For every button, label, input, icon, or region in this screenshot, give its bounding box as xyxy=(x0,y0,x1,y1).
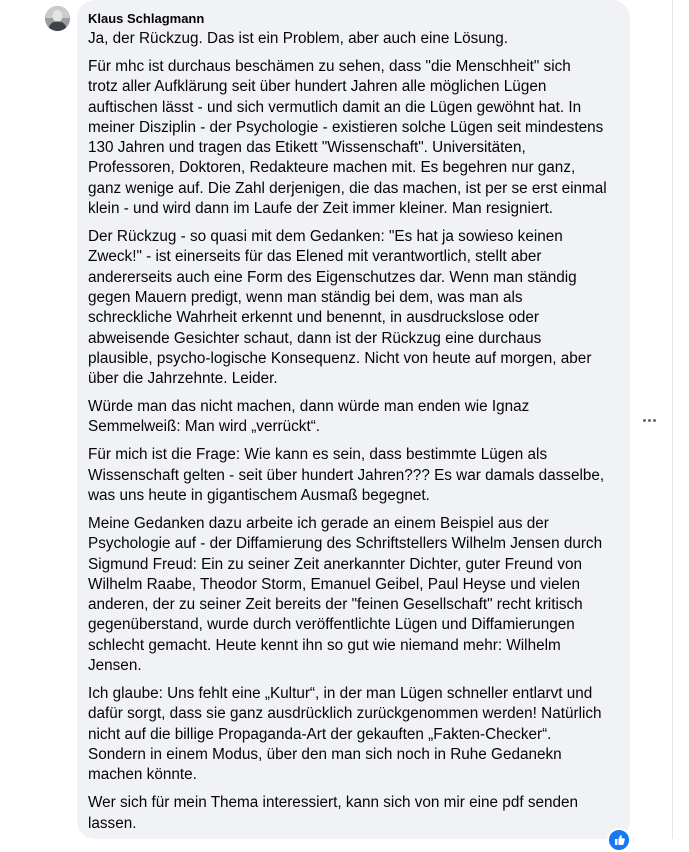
avatar[interactable] xyxy=(45,6,70,31)
text-line: Sigmund Freud: Ein zu seiner Zeit anerkannter Dichter, guter Freund von xyxy=(88,555,583,573)
text-line: Jensen. xyxy=(88,657,142,675)
more-dot xyxy=(648,419,651,422)
comment-paragraph xyxy=(88,227,620,389)
comment-paragraph xyxy=(88,514,620,676)
more-horizontal-icon xyxy=(643,419,646,422)
text-line: dafür sorgt, dass sie ganz ausdrücklich zurückgenommen werden! Natürlich xyxy=(88,705,602,723)
reaction-badge[interactable] xyxy=(607,828,631,852)
text-line: Ich glaube: Uns fehlt eine „Kultur“, in der man Lügen schneller entlarvt und xyxy=(88,685,593,703)
comment-paragraph xyxy=(88,29,620,49)
text-line: Wissenschaft gelten - seit über hundert Jahren??? Es war damals dasselbe, xyxy=(88,466,605,484)
text-line: anderen, der zu seiner Zeit bereits der "feinen Gesellschaft" recht kritisch xyxy=(88,596,583,614)
comment-bubble xyxy=(77,0,630,839)
text-line: Psychologie auf - der Diffamierung des Schriftstellers Wilhelm Jensen durch xyxy=(88,535,603,553)
text-line: plausible, psycho-logische Konsequenz. Nicht von heute auf morgen, aber xyxy=(88,349,592,367)
text-line: Sondern in einem Modus, über den man sich noch in Ruhe Gedanekn xyxy=(88,745,562,763)
text-line: klein - und wird dann im Laufe der Zeit immer kleiner. Man resigniert. xyxy=(88,200,554,218)
text-line: schlecht gemacht. Heute kennt ihn so gut wie niemand mehr: Wilhelm xyxy=(88,636,561,654)
text-line: Ja, der Rückzug. Das ist ein Problem, aber auch eine Lösung. xyxy=(88,30,509,47)
text-line: was uns heute in gigantischem Ausmaß begegnet. xyxy=(88,486,430,504)
text-line: Für mich ist die Frage: Wie kann es sein, dass bestimmte Lügen als xyxy=(88,446,548,464)
more-dot xyxy=(653,419,656,422)
text-line: Würde man das nicht machen, dann würde man enden wie Ignaz xyxy=(88,398,530,416)
text-line: meiner Disziplin - der Psychologie - existieren solche Lügen seit mindestens xyxy=(88,118,604,136)
divider xyxy=(672,0,673,839)
text-line: Meine Gedanken dazu arbeite ich gerade an einem Beispiel aus der xyxy=(88,514,549,532)
avatar-photo xyxy=(45,6,70,31)
comment-paragraph xyxy=(88,397,620,438)
text-line: abweisende Gesichter schaut, dann ist der Rückzug eine durchaus xyxy=(88,329,542,347)
text-line: trotz aller Aufklärung seit über hundert Jahren alle möglichen Lügen xyxy=(88,78,547,96)
text-line: Semmelweiß: Man wird „verrückt“. xyxy=(88,418,321,436)
comment-paragraph xyxy=(88,684,620,785)
comment-paragraph xyxy=(88,445,620,506)
text-line: machen könnte. xyxy=(88,766,197,784)
comment-author[interactable]: Klaus Schlagmann xyxy=(88,11,205,26)
text-line: Professoren, Doktoren, Redakteure machen mit. Es begehren nur ganz, xyxy=(88,159,576,177)
text-line: gegen Mauern predigt, wenn man ständig bei dem, was man als xyxy=(88,288,523,306)
like-reaction-icon xyxy=(609,830,629,850)
text-line: nicht auf die billige Propaganda-Art der gekauften „Fakten-Checker“. xyxy=(88,725,552,743)
more-options-button[interactable] xyxy=(640,410,658,430)
text-line: Für mhc ist durchaus beschämen zu sehen, dass "die Menschheit" sich xyxy=(88,57,571,75)
text-line: Zweck!" - ist einerseits für das Elened mit verantwortlich, stellt aber xyxy=(88,248,542,266)
text-line: schreckliche Wahrheit erkennt und benennt, in ausdruckslose oder xyxy=(88,309,539,327)
comment-text xyxy=(88,29,620,834)
text-line: ganz wenige auf. Die Zahl derjenigen, die das machen, ist per se erst einmal xyxy=(88,179,607,197)
comment-paragraph xyxy=(88,57,620,219)
text-line: lassen. xyxy=(88,814,137,832)
text-line: 130 Jahren und tragen das Etikett "Wissenschaft". Universitäten, xyxy=(88,139,526,157)
text-line: Wer sich für mein Thema interessiert, kann sich von mir eine pdf senden xyxy=(88,794,579,812)
text-line: gegenüberstand, wurde durch veröffentlichte Lügen und Diffamierungen xyxy=(88,616,575,634)
text-line: Der Rückzug - so quasi mit dem Gedanken: "Es hat ja sowieso keinen xyxy=(88,228,563,246)
comment-paragraph xyxy=(88,793,620,834)
text-line: andererseits auch eine Form des Eigenschutzes dar. Wenn man ständig xyxy=(88,268,577,286)
text-line: über die Jahrzehnte. Leider. xyxy=(88,370,278,388)
text-line: auftischen lässt - und sich vermutlich damit an die Lügen gewöhnt hat. In xyxy=(88,98,582,116)
text-line: Wilhelm Raabe, Theodor Storm, Emanuel Geibel, Paul Heyse und vielen xyxy=(88,575,581,593)
